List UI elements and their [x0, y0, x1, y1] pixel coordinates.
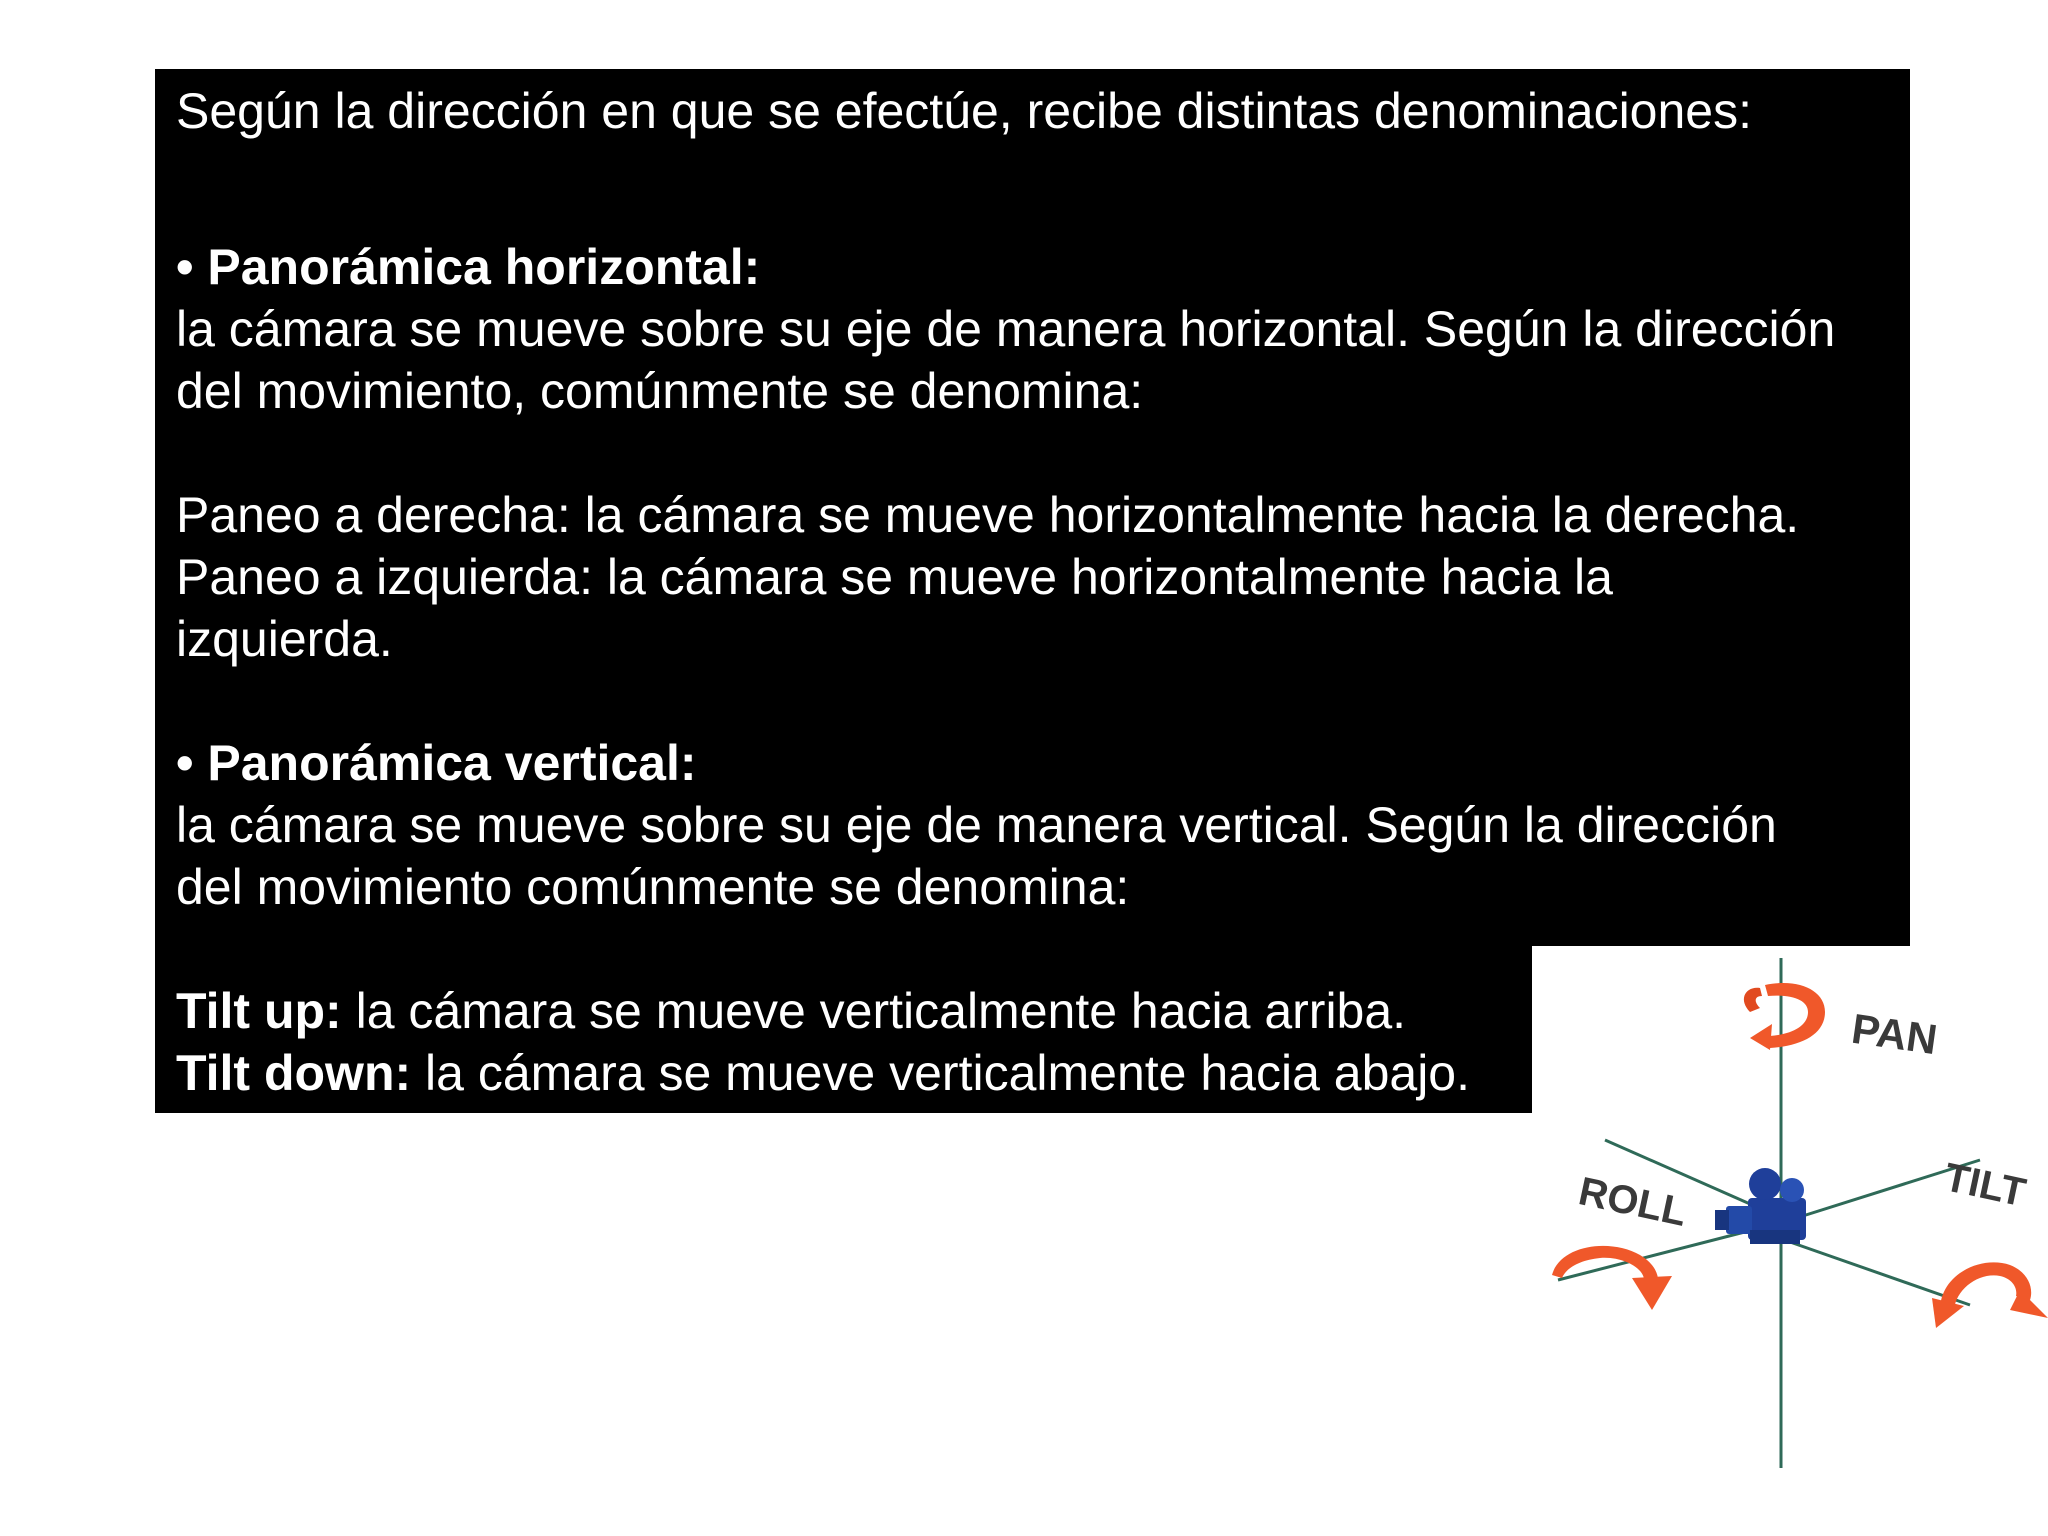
vertical-line-1: la cámara se mueve sobre su eje de manera vertical. Según la dirección	[176, 797, 1777, 853]
pan-label: PAN	[1848, 1004, 1941, 1064]
tilt-label: TILT	[1940, 1155, 2030, 1216]
pan-left-text-2: izquierda.	[176, 611, 393, 667]
spacer	[176, 670, 1896, 732]
tilt-arrow-icon	[1932, 1262, 2048, 1328]
horizontal-line-1: la cámara se mueve sobre su eje de manera horizontal. Según la dirección	[176, 301, 1836, 357]
pan-arrow-icon	[1744, 983, 1825, 1050]
horizontal-heading: • Panorámica horizontal:	[176, 239, 761, 295]
tilt-down-description: la cámara se mueve verticalmente hacia abajo.	[411, 1045, 1471, 1101]
pan-left-text-1: Paneo a izquierda: la cámara se mueve horizontalmente hacia la	[176, 549, 1613, 605]
tilt-down-label: Tilt down:	[176, 1045, 412, 1101]
horizontal-line-2: del movimiento, comúnmente se denomina:	[176, 363, 1144, 419]
camera-movement-diagram	[1540, 950, 2048, 1480]
roll-label: ROLL	[1574, 1169, 1691, 1235]
tilt-up-label: Tilt up:	[176, 983, 342, 1039]
vertical-heading: • Panorámica vertical:	[176, 735, 697, 791]
pan-right-text: Paneo a derecha: la cámara se mueve horizontalmente hacia la derecha.	[176, 487, 1800, 543]
spacer	[176, 422, 1896, 484]
vertical-line-2: del movimiento comúnmente se denomina:	[176, 859, 1130, 915]
camera-icon	[1715, 1168, 1806, 1244]
tilt-up-description: la cámara se mueve verticalmente hacia arriba.	[341, 983, 1407, 1039]
intro-text: Según la dirección en que se efectúe, recibe distintas denominaciones:	[176, 83, 1753, 139]
